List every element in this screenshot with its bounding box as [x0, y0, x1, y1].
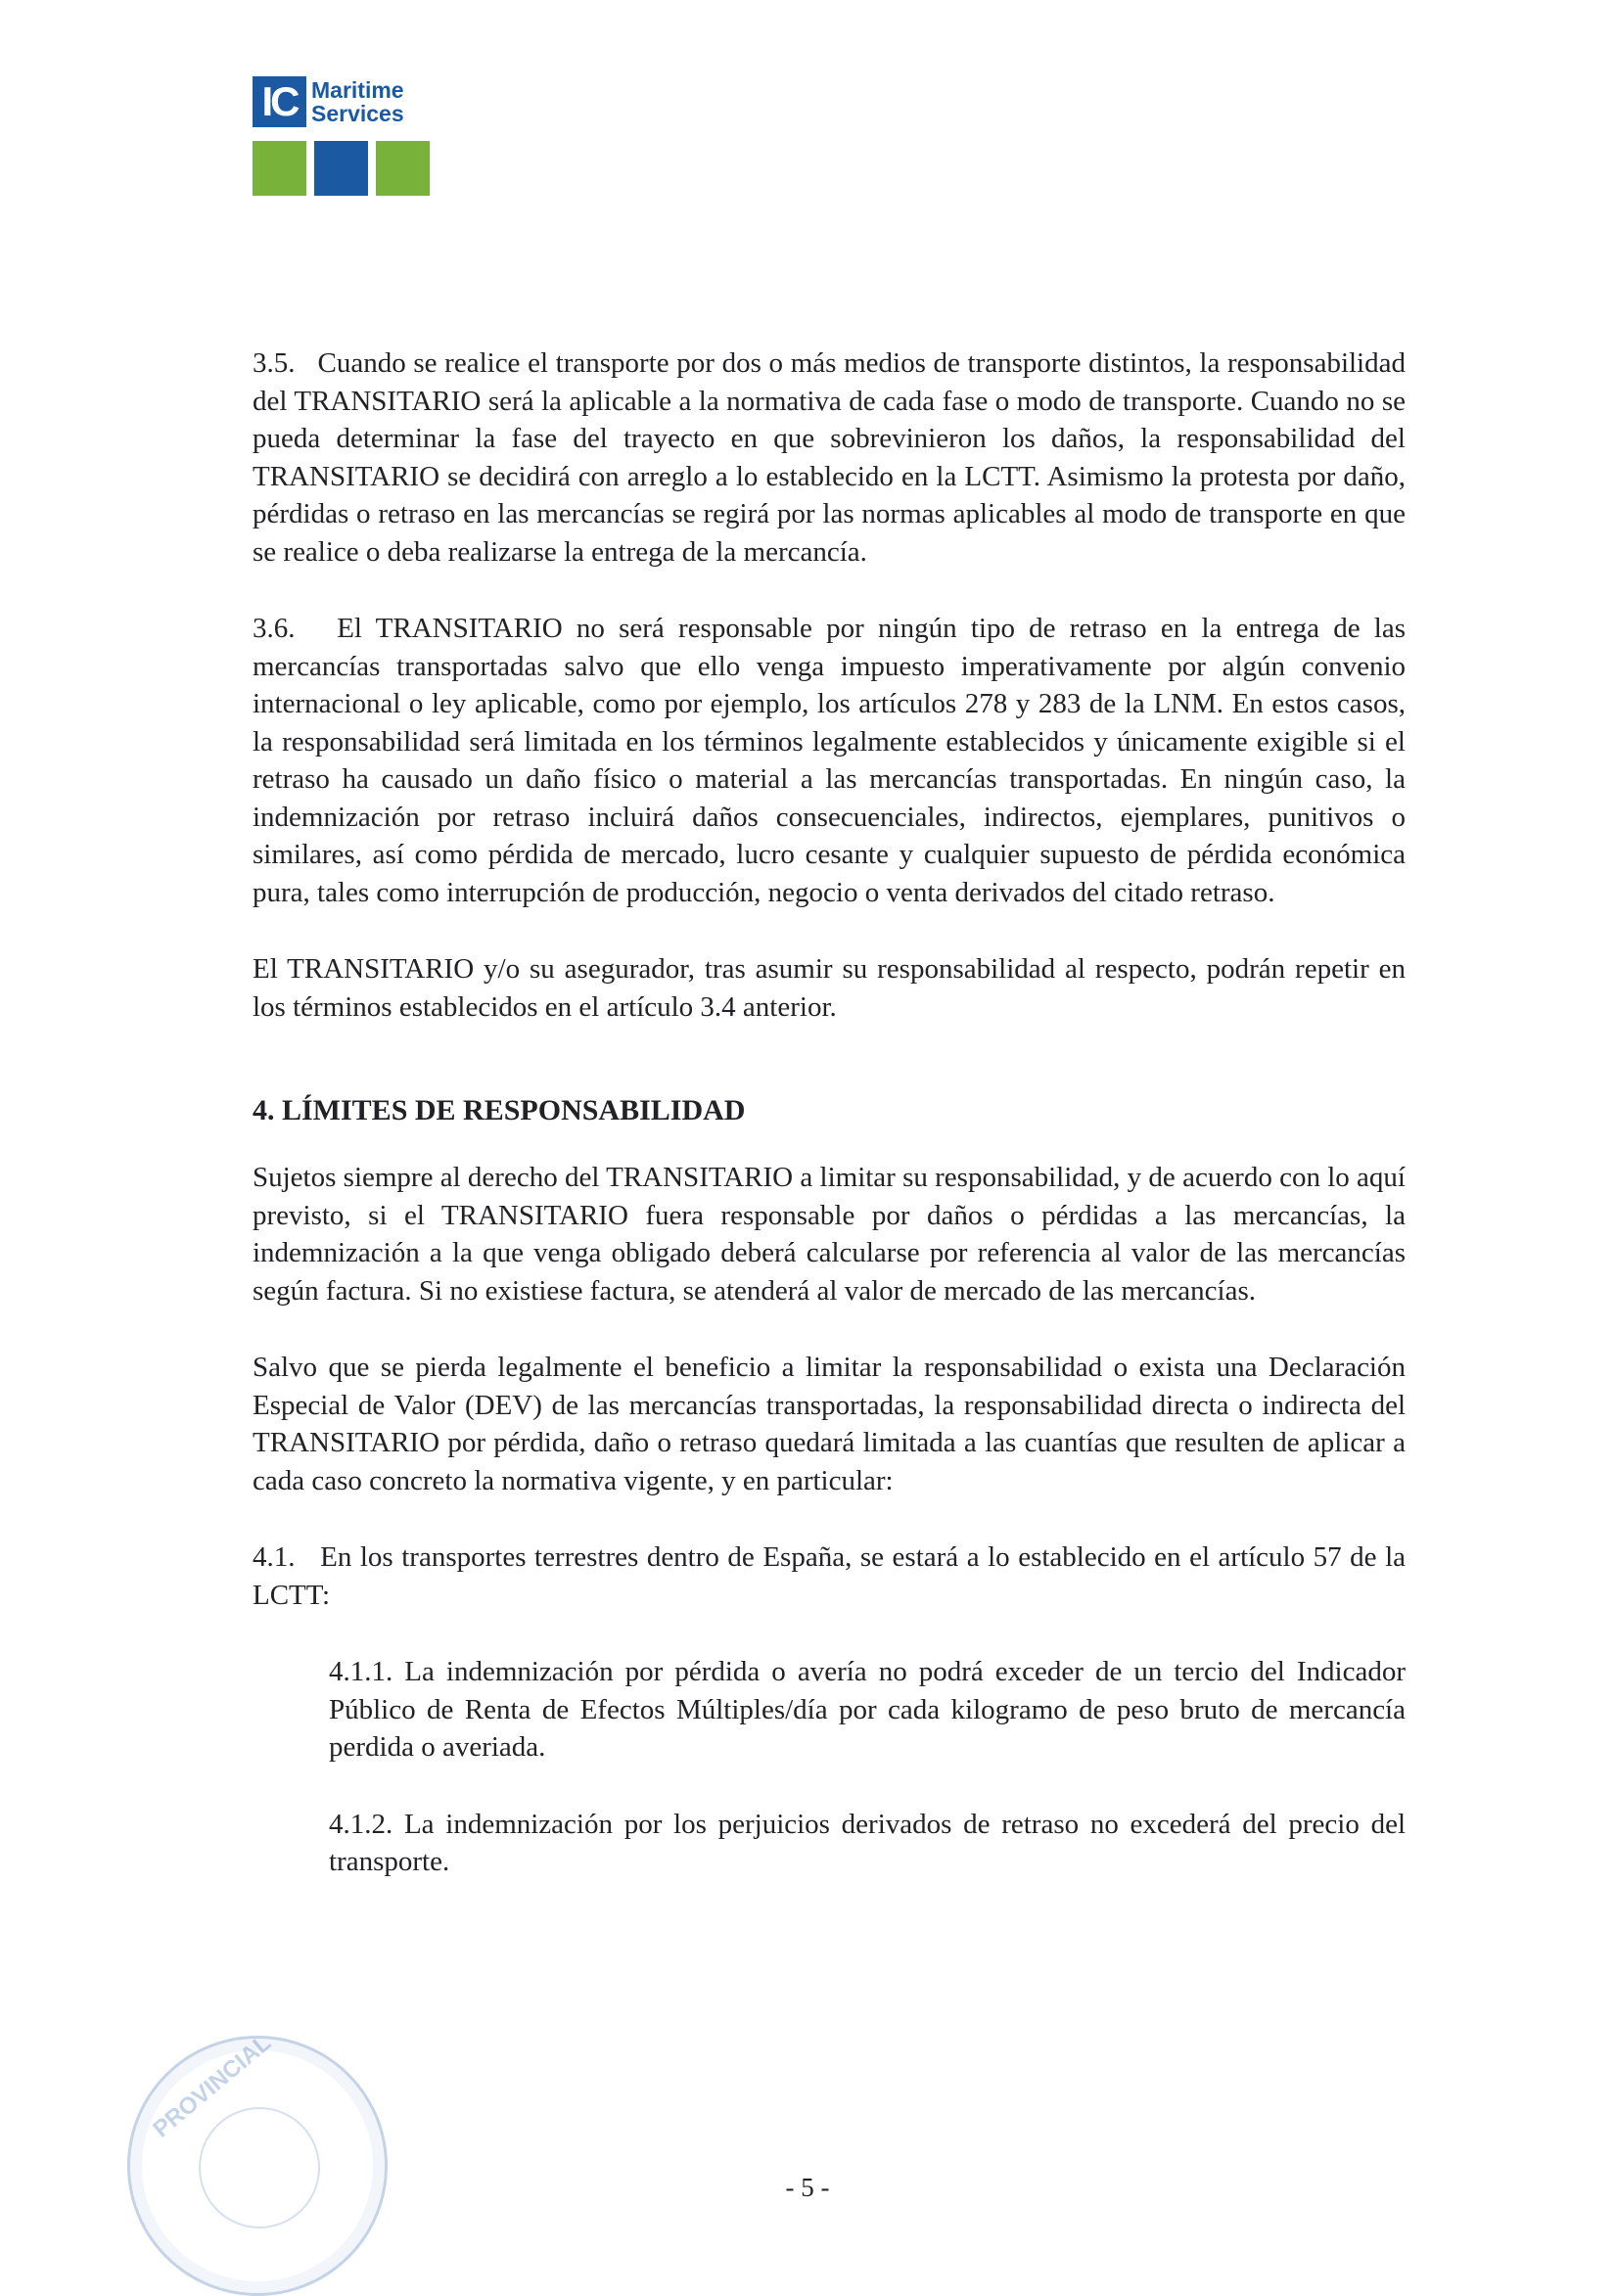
page-number: - 5 - [785, 2173, 830, 2202]
limits-intro-paragraph: Sujetos siempre al derecho del TRANSITARIO a limitar su responsabilidad, y de acuerdo con lo aquí previsto, si el TRANSITARIO fuera responsable por daños o pérdidas a las mercancías, la indemnización a la que venga obligado deberá calcularse por referencia al valor de las mercancías según factura. Si no existiese factura, se atenderá al valor de mercado de las mercancías. [253, 1162, 1406, 1307]
clause-number: 4.1.2. [329, 1808, 393, 1840]
clause-4-1 [253, 1538, 1406, 1614]
logo-line-2: Services [311, 101, 404, 126]
logo-mark: IC [253, 76, 306, 127]
clause-text: La indemnización por los perjuicios derivados de retraso no excederá del precio del transporte. [329, 1808, 1406, 1877]
clause-3-5 [253, 344, 1406, 571]
seal-lettering: PROVINCIAL [148, 2029, 277, 2143]
logo-square-blue [314, 141, 368, 196]
clause-number: 3.6. [253, 613, 296, 644]
clause-text: En los transportes terrestres dentro de España, se estará a lo establecido en el artículo 57 de la LCTT: [253, 1541, 1407, 1611]
document-body [253, 344, 1406, 1881]
section-heading: 4. LÍMITES DE RESPONSABILIDAD [253, 1094, 746, 1126]
dev-paragraph: Salvo que se pierda legalmente el beneficio a limitar la responsabilidad o exista una Declaración Especial de Valor (DEV) de las mercancías transportadas, la responsabilidad directa o indirecta del TRANSITARIO por pérdida, daño o retraso quedará limitada a las cuantías que resulten de aplicar a cada caso concreto la normativa vigente, y en particular: [253, 1352, 1406, 1496]
logo-text [311, 78, 404, 125]
insurer-paragraph: El TRANSITARIO y/o su asegurador, tras asumir su responsabilidad al respecto, podrán repetir en los términos establecidos en el artículo 3.4 anterior. [253, 953, 1406, 1023]
clause-4-1-2 [329, 1806, 1406, 1881]
clause-number: 4.1. [253, 1541, 296, 1573]
clause-number: 3.5. [253, 347, 296, 379]
clause-text: El TRANSITARIO no será responsable por ningún tipo de retraso en la entrega de las mercancías transportadas salvo que ello venga impuesto imperativamente por algún convenio internacional o ley aplicable, como por ejemplo, los artículos 278 y 283 de la LNM. En estos casos, la responsabilidad será limitada en los términos legalmente establecidos y únicamente exigible si el retraso ha causado un daño físico o material a las mercancías transportadas. En ningún caso, la indemnización por retraso incluirá daños consecuenciales, indirectos, ejemplares, punitivos o similares, así como pérdida de mercado, lucro cesante y cualquier supuesto de pérdida económica pura, tales como interrupción de producción, negocio o venta derivados del citado retraso. [253, 613, 1407, 908]
logo-line-1: Maritime [311, 77, 404, 103]
clause-4-1-1 [329, 1653, 1406, 1767]
logo-square-green-right [376, 141, 430, 196]
logo-square-green-left [253, 141, 306, 196]
clause-text: La indemnización por pérdida o avería no podrá exceder de un tercio del Indicador Público de Renta de Efectos Múltiples/día por cada kilogramo de peso bruto de mercancía perdida o averiada. [329, 1656, 1406, 1763]
official-seal-stamp [127, 2029, 388, 2296]
company-logo [253, 76, 431, 196]
clause-number: 4.1.1. [329, 1656, 393, 1687]
clause-text: Cuando se realice el transporte por dos o más medios de transporte distintos, la responsabilidad del TRANSITARIO será la aplicable a la normativa de cada fase o modo de transporte. Cuando no se pueda determinar la fase del trayecto en que sobrevinieron los daños, la responsabilidad del TRANSITARIO se decidirá con arreglo a lo establecido en la LCTT. Asimismo la protesta por daño, pérdidas o retraso en las mercancías se regirá por las normas aplicables al modo de transporte en que se realice o deba realizarse la entrega de la mercancía. [253, 347, 1406, 568]
clause-3-6 [253, 610, 1406, 911]
seal-inner-ring [199, 2107, 320, 2228]
